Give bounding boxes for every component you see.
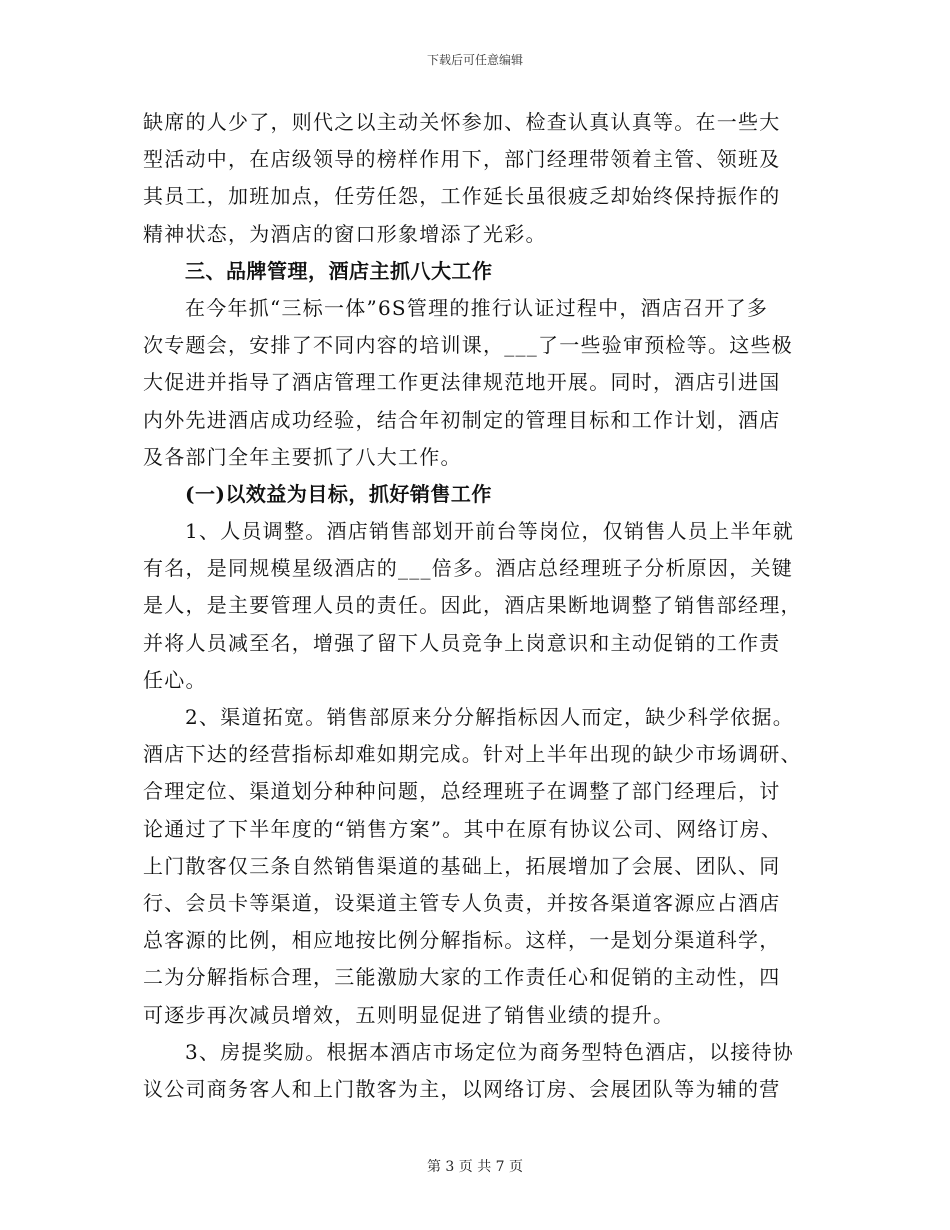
text-line: 次专题会，安排了不同内容的培训课，___了一些验审预检等。这些极: [143, 333, 793, 358]
page-header: 下载后可任意编辑: [426, 53, 523, 67]
text-line: 是人，是主要管理人员的责任。因此，酒店果断地调整了销售部经理，: [143, 593, 802, 618]
document-body: [143, 104, 803, 1108]
text-line: 在今年抓“三标一体”6S管理的推行认证过程中，酒店召开了多: [185, 295, 769, 320]
text-line: 二为分解指标合理，三能激励大家的工作责任心和促销的主动性，四: [143, 965, 781, 990]
text-line: 酒店下达的经营指标却难如期完成。针对上半年出现的缺少市场调研、: [143, 742, 802, 767]
text-line: 任心。: [143, 667, 207, 692]
page-footer: 第 3 页 共 7 页: [426, 1159, 524, 1175]
text-line: 可逐步再次减员增效，五则明显促进了销售业绩的提升。: [143, 1002, 675, 1027]
text-line: 行、会员卡等渠道，设渠道主管专人负责，并按各渠道客源应占酒店: [143, 890, 781, 915]
text-line: 型活动中，在店级领导的榜样作用下，部门经理带领着主管、领班及: [143, 147, 781, 172]
text-line: 合理定位、渠道划分种种问题，总经理班子在调整了部门经理后，讨: [143, 779, 781, 804]
text-line: 2、渠道拓宽。销售部原来分分解指标因人而定，缺少科学依据。: [185, 705, 794, 729]
text-line: 并将人员减至名，增强了留下人员竞争上岗意识和主动促销的工作责: [143, 630, 781, 655]
text-line: 其员工，加班加点，任劳任怨，工作延长虽很疲乏却始终保持振作的: [143, 184, 781, 209]
text-line: 议公司商务客人和上门散客为主，以网络订房、会展团队等为辅的营: [143, 1076, 781, 1101]
text-line: 论通过了下半年度的“销售方案”。其中在原有协议公司、网络订房、: [143, 816, 783, 841]
text-line: 大促进并指导了酒店管理工作更法律规范地开展。同时，酒店引进国: [143, 370, 781, 395]
text-line: 缺席的人少了，则代之以主动关怀参加、检查认真认真等。在一些大: [143, 110, 781, 134]
text-line: 及各部门全年主要抓了八大工作。: [143, 444, 462, 469]
text-line: 3、房提奖励。根据本酒店市场定位为商务型特色酒店，以接待协: [185, 1039, 794, 1064]
section-heading: 三、品牌管理，酒店主抓八大工作: [185, 258, 493, 283]
text-line: 总客源的比例，相应地按比例分解指标。这样，一是划分渠道科学，: [143, 928, 781, 953]
text-line: 上门散客仅三条自然销售渠道的基础上，拓展增加了会展、团队、同: [143, 853, 781, 878]
text-line: 内外先进酒店成功经验，结合年初制定的管理目标和工作计划，酒店: [143, 407, 781, 432]
section-heading: (一)以效益为目标，抓好销售工作: [185, 481, 492, 506]
text-line: 精神状态，为酒店的窗口形象增添了光彩。: [143, 221, 547, 246]
text-line: 有名，是同规模星级酒店的___倍多。酒店总经理班子分析原因，关键: [143, 556, 793, 581]
text-line: 1、人员调整。酒店销售部划开前台等岗位，仅销售人员上半年就: [185, 519, 794, 544]
